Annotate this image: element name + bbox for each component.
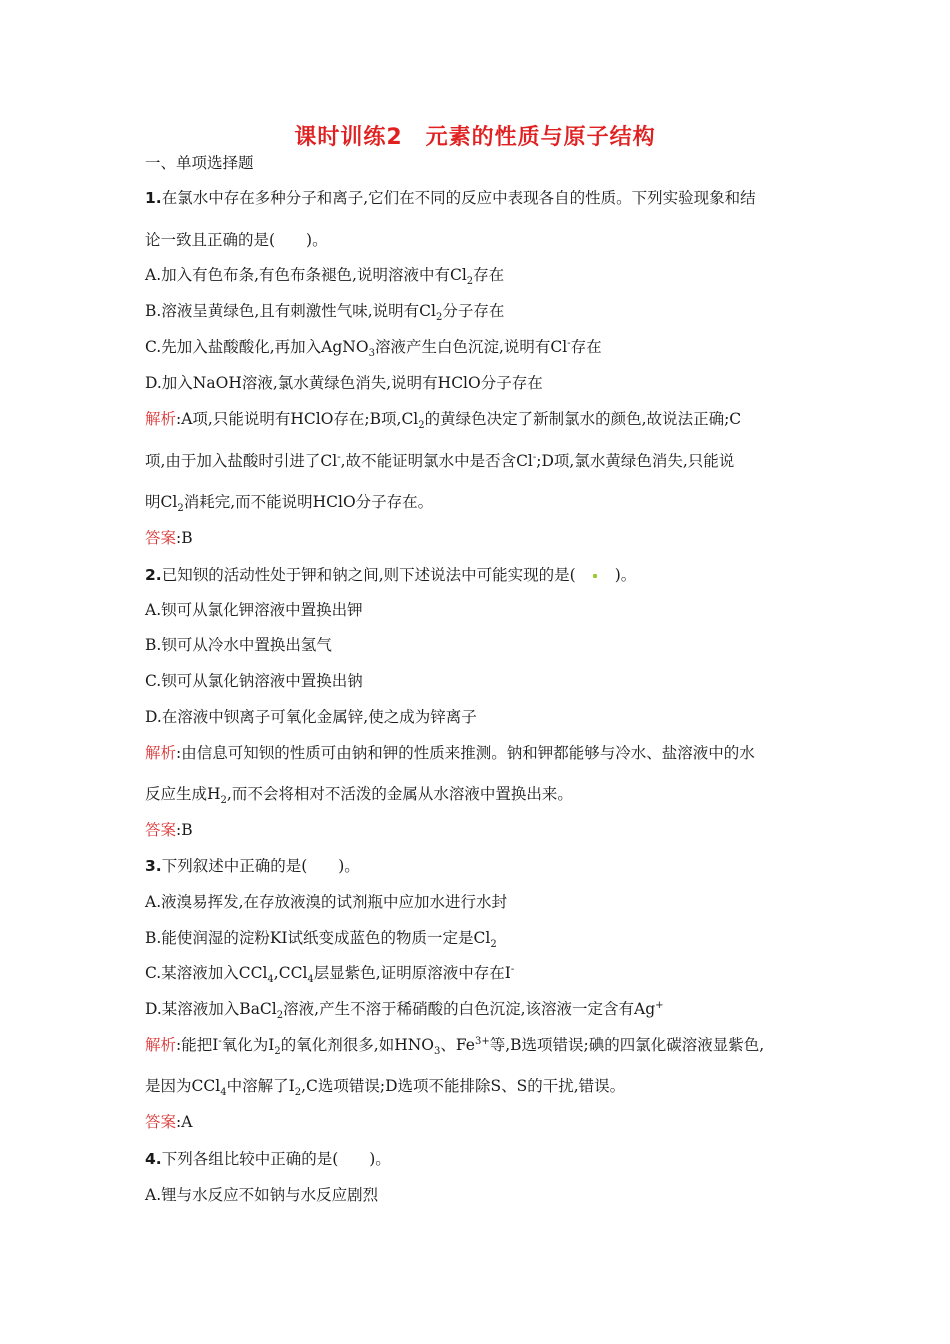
q3-option-c-sub2: 4: [307, 974, 314, 986]
q2-stem-text: 已知钡的活动性处于钾和钠之间,则下述说法中可能实现的是(: [161, 566, 576, 584]
q4-stem: [145, 1148, 825, 1170]
q3-stem-text: 下列叙述中正确的是( )。: [161, 857, 360, 875]
q2-number: 2.: [145, 566, 162, 584]
section-heading: 一、单项选择题: [145, 154, 254, 172]
q3-expl-l1-sub1: 2: [274, 1046, 281, 1058]
q2-option-a: A.钡可从氯化钾溶液中置换出钾: [145, 601, 363, 619]
q1-option-b-post: 分子存在: [442, 302, 505, 320]
q3-option-b: [145, 927, 825, 949]
q1-option-d: D.加入NaOH溶液,氯水黄绿色消失,说明有HClO分子存在: [145, 374, 543, 392]
q2-answer: [145, 819, 825, 841]
q1-option-a: [145, 264, 825, 286]
q3-option-d-sup: +: [655, 999, 664, 1011]
q3-option-d-text: D.某溶液加入BaCl: [145, 1000, 277, 1018]
q3-stem: [145, 855, 825, 877]
q3-answer-value: :A: [176, 1113, 193, 1131]
q2-answer-value: :B: [176, 821, 193, 839]
q4-number: 4.: [145, 1150, 162, 1168]
q3-expl-l1-sup1: -: [218, 1035, 222, 1047]
q3-expl-l1-sub2: 3: [433, 1046, 441, 1058]
q2-option-c: C.钡可从氯化钠溶液中置换出钠: [145, 672, 363, 690]
page-title: 课时训练2 元素的性质与原子结构: [294, 125, 656, 150]
q3-option-c-text: C.某溶液加入CCl: [145, 964, 268, 982]
q1-option-c-sup: -: [567, 337, 571, 349]
q1-explanation-line2: [145, 450, 825, 472]
q1-stem-text: 在氯水中存在多种分子和离子,它们在不同的反应中表现各自的性质。下列实验现象和结: [161, 189, 756, 207]
q3-option-c-sub1: 4: [267, 974, 274, 986]
q3-option-a: A.液溴易挥发,在存放液溴的试剂瓶中应加水进行水封: [145, 893, 508, 911]
q1-expl-l2-a: 项,由于加入盐酸时引进了Cl: [145, 452, 338, 470]
marker-dot: [593, 574, 597, 578]
q1-option-b: [145, 300, 825, 322]
q3-expl-l1-e: 等,B选项错误;碘的四氯化碳溶液显紫色,: [489, 1036, 765, 1054]
q2-explanation-label: 解析: [145, 744, 177, 762]
q2-stem-close: )。: [614, 566, 637, 584]
q1-option-c-text: C.先加入盐酸酸化,再加入AgNO: [145, 338, 369, 356]
q4-option-a: A.锂与水反应不如钠与水反应剧烈: [145, 1186, 379, 1204]
q3-expl-l2-c: ,C选项错误;D选项不能排除S、S的干扰,错误。: [301, 1077, 626, 1095]
q3-expl-l1-b: 氧化为I: [221, 1036, 275, 1054]
q1-expl-l2-sup2: -: [532, 451, 537, 463]
q2-explanation-line1: [145, 742, 825, 764]
q1-explanation-line1: [145, 408, 825, 430]
q3-expl-l2-sub2: 2: [294, 1087, 302, 1099]
q1-expl-l1-b: 的黄绿色决定了新制氯水的颜色,故说法正确;C: [424, 410, 742, 428]
q1-stem-line2: 论一致且正确的是( )。: [145, 231, 328, 249]
q3-option-b-text: B.能使润湿的淀粉KI试纸变成蓝色的物质一定是Cl: [145, 929, 491, 947]
q2-option-b: B.钡可从冷水中置换出氢气: [145, 636, 332, 654]
q4-stem-text: 下列各组比较中正确的是( )。: [161, 1150, 391, 1168]
q3-option-c: [145, 962, 825, 984]
q1-option-b-text: B.溶液呈黄绿色,且有刺激性气味,说明有Cl: [145, 302, 436, 320]
q1-expl-l2-sup1: -: [337, 451, 341, 463]
q2-expl-l2-b: ,而不会将相对不活泼的金属从水溶液中置换出来。: [226, 785, 573, 803]
q3-option-c-sup: -: [510, 963, 515, 975]
q1-expl-l3-a: 明Cl: [145, 493, 178, 511]
q3-expl-l2-b: 中溶解了I: [226, 1077, 295, 1095]
q3-option-d-sub: 2: [276, 1010, 284, 1022]
q2-answer-label: 答案: [145, 821, 177, 839]
q1-expl-l2-b: ,故不能证明氯水中是否含Cl: [340, 452, 533, 470]
q3-explanation-line2: [145, 1075, 825, 1097]
q2-stem: [145, 564, 825, 586]
q3-number: 3.: [145, 857, 162, 875]
q3-expl-l1-d: 、Fe: [440, 1036, 475, 1054]
q3-explanation-line1: [145, 1034, 825, 1056]
q1-expl-l1-sub: 2: [418, 420, 425, 432]
q3-expl-l1-c: 的氧化剂很多,如HNO: [280, 1036, 434, 1054]
q1-option-a-post: 存在: [473, 266, 505, 284]
q3-option-c-mid2: 层显紫色,证明原溶液中存在I: [313, 964, 511, 982]
q1-expl-l2-c: ;D项,氯水黄绿色消失,只能说: [536, 452, 735, 470]
q2-expl-l1: :由信息可知钡的性质可由钠和钾的性质来推测。钠和钾都能够与冷水、盐溶液中的水: [176, 744, 755, 762]
q1-answer: [145, 527, 825, 549]
q1-expl-l3-sub: 2: [177, 503, 184, 515]
q3-expl-l1-sup2: 3+: [474, 1035, 490, 1047]
q1-answer-label: 答案: [145, 529, 177, 547]
q1-explanation-label: 解析: [145, 410, 177, 428]
q1-option-c: [145, 336, 825, 358]
q1-option-a-sub: 2: [466, 276, 474, 288]
q1-option-c-post: 存在: [570, 338, 602, 356]
q2-expl-l2-sub: 2: [220, 795, 227, 807]
q2-option-d: D.在溶液中钡离子可氧化金属锌,使之成为锌离子: [145, 708, 477, 726]
q3-explanation-label: 解析: [145, 1036, 177, 1054]
q1-option-c-mid: 溶液产生白色沉淀,说明有Cl: [374, 338, 568, 356]
q1-expl-l3-b: 消耗完,而不能说明HClO分子存在。: [183, 493, 434, 511]
q3-option-d-mid: 溶液,产生不溶于稀硝酸的白色沉淀,该溶液一定含有Ag: [283, 1000, 656, 1018]
q3-answer-label: 答案: [145, 1113, 177, 1131]
q1-expl-l1-a: :A项,只能说明有HClO存在;B项,Cl: [176, 410, 419, 428]
q1-stem-line1: [145, 187, 825, 209]
q1-option-c-sub: 3: [368, 348, 375, 360]
q1-option-a-text: A.加入有色布条,有色布条褪色,说明溶液中有Cl: [145, 266, 467, 284]
q3-answer: [145, 1111, 825, 1133]
q3-expl-l1-a: :能把I: [176, 1036, 219, 1054]
q3-expl-l2-sub1: 4: [220, 1087, 227, 1099]
q3-option-c-mid: ,CCl: [273, 964, 308, 982]
q1-answer-value: :B: [176, 529, 193, 547]
q3-expl-l2-a: 是因为CCl: [145, 1077, 221, 1095]
q1-option-b-sub: 2: [436, 312, 443, 324]
q1-explanation-line3: [145, 491, 825, 513]
q1-number: 1.: [145, 189, 162, 207]
q3-option-d: [145, 998, 825, 1020]
q3-option-b-sub: 2: [490, 939, 497, 951]
q2-explanation-line2: [145, 783, 825, 805]
q2-expl-l2-a: 反应生成H: [145, 785, 221, 803]
